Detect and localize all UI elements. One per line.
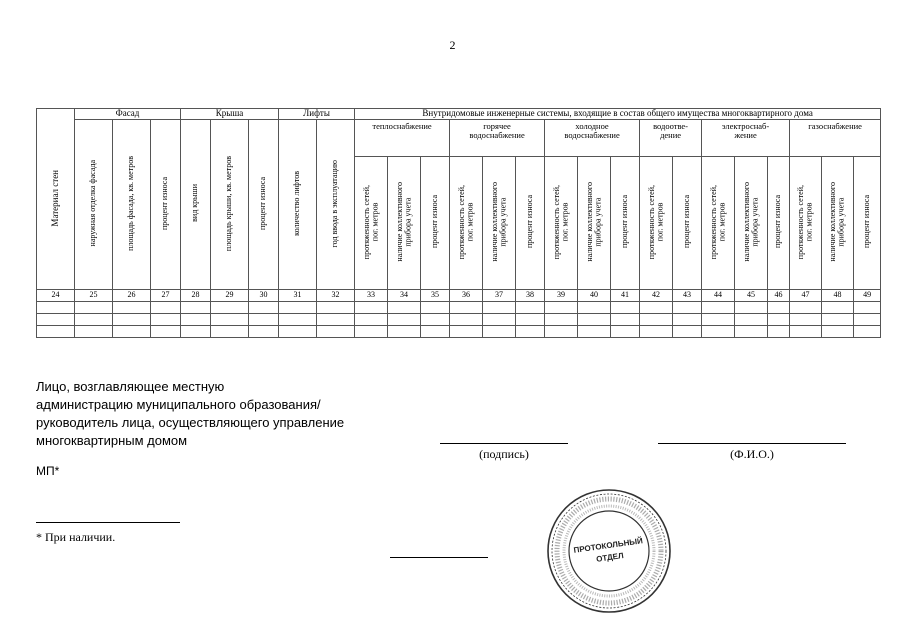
table-cell [545, 326, 578, 338]
table-cell [388, 326, 421, 338]
column-number: 26 [113, 290, 151, 302]
column-number: 32 [317, 290, 355, 302]
seal-place-label: МП* [36, 464, 60, 478]
header-gas-length: протяженность сетей, пог. метров [790, 157, 822, 290]
column-number: 44 [702, 290, 735, 302]
table-cell [317, 314, 355, 326]
table-cell [702, 302, 735, 314]
column-number: 28 [181, 290, 211, 302]
header-heat-meter: наличие коллективного прибора учета [388, 157, 421, 290]
table-cell [578, 314, 611, 326]
table-cell [673, 302, 702, 314]
signatory-line-3: руководитель лица, осуществляющего управление [36, 415, 345, 430]
signatory-title [36, 378, 344, 450]
signature-caption: (подпись) [479, 447, 529, 461]
table-cell [181, 326, 211, 338]
column-number: 41 [611, 290, 640, 302]
table-cell [279, 302, 317, 314]
column-number: 31 [279, 290, 317, 302]
table-cell [279, 314, 317, 326]
column-number: 29 [211, 290, 249, 302]
table-cell [450, 314, 483, 326]
group-lifts: Лифты [279, 109, 355, 120]
table-cell [181, 302, 211, 314]
header-lift-count: количество лифтов [279, 120, 317, 290]
table-cell [702, 314, 735, 326]
header-gas-wear: процент износа [854, 157, 881, 290]
table-cell [768, 302, 790, 314]
column-number: 43 [673, 290, 702, 302]
group-engineering-systems: Внутридомовые инженерные системы, входящие в состав общего имущества многоквартирного дома [355, 109, 881, 120]
table-row [37, 326, 881, 338]
table-cell [75, 302, 113, 314]
table-cell [211, 326, 249, 338]
table-cell [611, 314, 640, 326]
header-heat-wear: процент износа [421, 157, 450, 290]
stamp-text-2: ОТДЕЛ [595, 551, 625, 564]
table-cell [279, 326, 317, 338]
column-number: 36 [450, 290, 483, 302]
column-number: 40 [578, 290, 611, 302]
header-hotwater-wear: процент износа [516, 157, 545, 290]
table-cell [211, 314, 249, 326]
table-cell [355, 314, 388, 326]
table-cell [388, 302, 421, 314]
header-roof-wear: процент износа [249, 120, 279, 290]
table-cell [673, 326, 702, 338]
column-number: 33 [355, 290, 388, 302]
table-cell [516, 302, 545, 314]
column-number: 37 [483, 290, 516, 302]
table-cell [421, 302, 450, 314]
table-cell [516, 326, 545, 338]
subgroup-heat: теплоснабжение [355, 120, 450, 157]
table-cell [545, 302, 578, 314]
column-number: 34 [388, 290, 421, 302]
header-facade-wear: процент износа [151, 120, 181, 290]
header-coldwater-length: протяженность сетей, пог. метров [545, 157, 578, 290]
table-cell [181, 314, 211, 326]
table-cell [113, 326, 151, 338]
signatory-line-2: администрацию муниципального образования/ [36, 397, 321, 412]
table-cell [768, 314, 790, 326]
column-number: 45 [735, 290, 768, 302]
table-cell [483, 326, 516, 338]
table-cell [37, 314, 75, 326]
table-cell [355, 326, 388, 338]
column-numbers-row [37, 290, 881, 302]
header-hotwater-meter: наличие коллективного прибора учета [483, 157, 516, 290]
column-number: 42 [640, 290, 673, 302]
group-roof: Крыша [181, 109, 279, 120]
table-cell [822, 302, 854, 314]
column-number: 30 [249, 290, 279, 302]
header-facade-finish: наружная отделка фасада [75, 120, 113, 290]
header-coldwater-meter: наличие коллективного прибора учета [578, 157, 611, 290]
footnote-separator [36, 522, 180, 523]
table-cell [317, 326, 355, 338]
table-cell [516, 314, 545, 326]
table-cell [211, 302, 249, 314]
blank-line [390, 557, 488, 558]
table-cell [790, 326, 822, 338]
table-cell [854, 314, 881, 326]
table-cell [75, 326, 113, 338]
table-cell [317, 302, 355, 314]
header-drain-wear: процент износа [673, 157, 702, 290]
header-electric-length: протяженность сетей, пог. метров [702, 157, 735, 290]
table-cell [545, 314, 578, 326]
table-cell [822, 314, 854, 326]
header-roof-type: вид крыши [181, 120, 211, 290]
column-number: 27 [151, 290, 181, 302]
subgroup-hot-water: горячее водоснабжение [450, 120, 545, 157]
name-caption: (Ф.И.О.) [730, 447, 774, 461]
signatory-line-1: Лицо, возглавляющее местную [36, 379, 225, 394]
table-cell [578, 302, 611, 314]
table-row [37, 302, 881, 314]
table-cell [483, 314, 516, 326]
table-cell [768, 326, 790, 338]
column-number: 25 [75, 290, 113, 302]
header-facade-area: площадь фасада, кв. метров [113, 120, 151, 290]
header-lift-year: год ввода в эксплуатацию [317, 120, 355, 290]
table-cell [854, 326, 881, 338]
table-cell [421, 314, 450, 326]
subgroup-gas: газоснабжение [790, 120, 881, 157]
table-cell [735, 326, 768, 338]
column-number: 24 [37, 290, 75, 302]
column-number: 35 [421, 290, 450, 302]
stamp-text-1: ПРОТОКОЛЬНЫЙ [573, 536, 644, 555]
header-drain-length: протяженность сетей, пог. метров [640, 157, 673, 290]
header-walls: Материал стен [37, 109, 75, 290]
header-electric-wear: процент износа [768, 157, 790, 290]
column-number: 48 [822, 290, 854, 302]
group-facade: Фасад [75, 109, 181, 120]
footnote: * При наличии. [36, 530, 116, 544]
table-cell [640, 302, 673, 314]
column-number: 49 [854, 290, 881, 302]
table-cell [249, 314, 279, 326]
subgroup-cold-water: холодное водоснабжение [545, 120, 640, 157]
table-cell [854, 302, 881, 314]
housing-data-table [36, 108, 881, 338]
table-cell [249, 302, 279, 314]
table-cell [151, 302, 181, 314]
column-number: 39 [545, 290, 578, 302]
table-cell [37, 326, 75, 338]
table-cell [702, 326, 735, 338]
table-cell [673, 314, 702, 326]
table-cell [822, 326, 854, 338]
table-cell [578, 326, 611, 338]
table-cell [355, 302, 388, 314]
column-number: 47 [790, 290, 822, 302]
column-number: 38 [516, 290, 545, 302]
header-coldwater-wear: процент износа [611, 157, 640, 290]
table-cell [450, 326, 483, 338]
table-cell [483, 302, 516, 314]
table-cell [113, 302, 151, 314]
page-number: 2 [449, 38, 456, 52]
official-stamp [546, 488, 672, 614]
table-cell [151, 326, 181, 338]
subgroup-electricity: электроснаб- жение [702, 120, 790, 157]
table-cell [640, 326, 673, 338]
signature-line [440, 443, 568, 444]
table-cell [113, 314, 151, 326]
table-cell [611, 302, 640, 314]
table-cell [249, 326, 279, 338]
table-row [37, 314, 881, 326]
table-cell [735, 302, 768, 314]
name-line [658, 443, 846, 444]
table-cell [611, 326, 640, 338]
table-cell [790, 314, 822, 326]
table-cell [37, 302, 75, 314]
table-cell [75, 314, 113, 326]
table-cell [151, 314, 181, 326]
table-cell [790, 302, 822, 314]
header-heat-length: протяженность сетей, пог. метров [355, 157, 388, 290]
header-hotwater-length: протяженность сетей, пог. метров [450, 157, 483, 290]
table-cell [388, 314, 421, 326]
subgroup-drainage: водоотве- дение [640, 120, 702, 157]
table-cell [735, 314, 768, 326]
header-roof-area: площадь крыши, кв. метров [211, 120, 249, 290]
header-electric-meter: наличие коллективного прибора учета [735, 157, 768, 290]
signatory-line-4: многоквартирным домом [36, 433, 188, 448]
table-cell [421, 326, 450, 338]
table-cell [640, 314, 673, 326]
table-cell [450, 302, 483, 314]
header-gas-meter: наличие коллективного прибора учета [822, 157, 854, 290]
column-number: 46 [768, 290, 790, 302]
